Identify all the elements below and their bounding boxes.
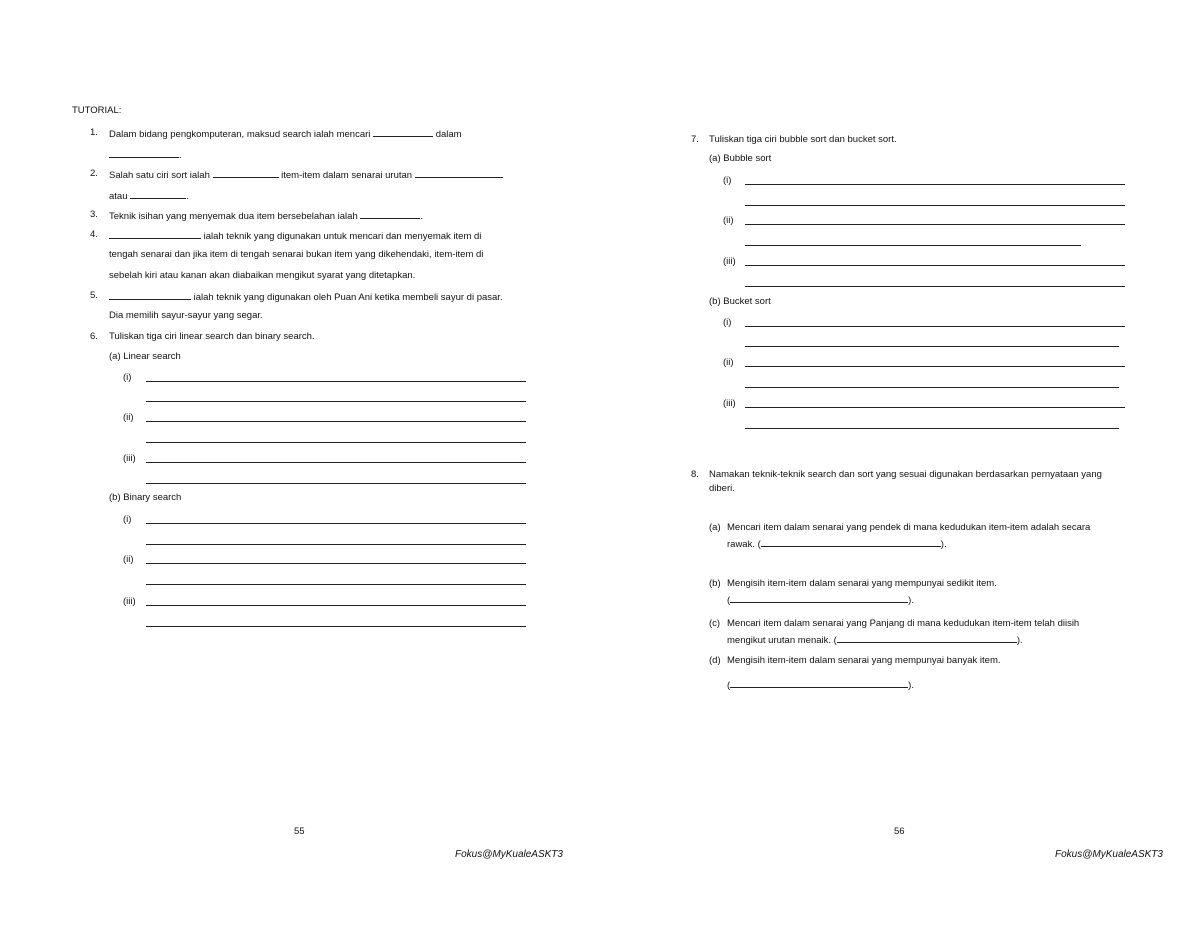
q7a-ii-answer-line-1[interactable] [745, 224, 1125, 225]
page-number-55: 55 [294, 826, 305, 837]
q6a-i-answer-line-2[interactable] [146, 401, 526, 402]
q1-text-b: dalam [435, 129, 462, 140]
q7a-iii-answer-line-1[interactable] [745, 265, 1125, 266]
q2-line2 [109, 189, 189, 203]
q7b-i-answer-line-1[interactable] [745, 326, 1125, 327]
q6b-ii-answer-line-1[interactable] [146, 563, 526, 564]
q7a-item-iii: (iii) [723, 256, 736, 267]
q7a-item-ii: (ii) [723, 215, 734, 226]
q4-blank-1[interactable] [109, 229, 201, 239]
q4-line2: tengah senarai dan jika item di tengah senarai bukan item yang dikehendaki, item-item di [109, 249, 484, 260]
q8c-answer-blank[interactable] [837, 633, 1017, 643]
q7b-iii-answer-line-1[interactable] [745, 407, 1125, 408]
q1-line2 [109, 148, 182, 162]
q7b-i-answer-line-2[interactable] [745, 346, 1119, 347]
q8d-label: (d) [709, 655, 721, 666]
q1-text-c: . [179, 150, 182, 161]
q6a-item-ii: (ii) [123, 412, 134, 423]
right-page [600, 0, 1200, 927]
q8c-label: (c) [709, 618, 721, 629]
q2-text-d: . [186, 191, 189, 202]
q2-text-c: atau [109, 191, 128, 202]
q8c-text: mengikut urutan menaik. ( [727, 635, 837, 646]
q4-number: 4. [90, 229, 98, 240]
q8b-answer-blank[interactable] [730, 593, 908, 603]
q7b-iii-answer-line-2[interactable] [745, 428, 1119, 429]
q8d-end: ). [908, 680, 914, 691]
q5-line1 [109, 290, 503, 304]
q6a-i-answer-line-1[interactable] [146, 381, 526, 382]
q1-blank-2[interactable] [109, 148, 179, 158]
q6a-item-i: (i) [123, 372, 132, 383]
q8-line1: Namakan teknik-teknik search dan sort yang sesuai digunakan berdasarkan pernyataan yang [709, 469, 1102, 480]
q3-number: 3. [90, 209, 98, 220]
q3-text-b: . [420, 211, 424, 222]
q2-blank-2[interactable] [415, 168, 503, 178]
q2-text-b: item-item dalam senarai urutan [281, 170, 413, 181]
q8d-open: ( [727, 680, 731, 691]
q6a-ii-answer-line-1[interactable] [146, 421, 526, 422]
q8b-end: ). [908, 595, 914, 606]
q5-line2: Dia memilih sayur-sayur yang segar. [109, 310, 263, 321]
q8a-label: (a) [709, 522, 721, 533]
q2-line1 [109, 168, 503, 182]
q8b-label: (b) [709, 578, 721, 589]
q1-text-a: Dalam bidang pengkomputeran, maksud search ialah mencari [109, 129, 371, 140]
q7-text: Tuliskan tiga ciri bubble sort dan bucket sort. [709, 134, 897, 145]
q4-line1 [109, 229, 481, 243]
q8c-line1: Mencari item dalam senarai yang Panjang di mana kedudukan item-item telah diisih [727, 618, 1080, 629]
q7a-i-answer-line-2[interactable] [745, 205, 1125, 206]
q8d-line1: Mengisih item-item dalam senarai yang mempunyai banyak item. [727, 655, 1001, 666]
page-number-56: 56 [894, 826, 905, 837]
q6-b-label: (b) Binary search [109, 492, 182, 503]
q8b-line1: Mengisih item-item dalam senarai yang mempunyai sedikit item. [727, 578, 997, 589]
q6b-item-ii: (ii) [123, 554, 134, 565]
q8a-answer-blank[interactable] [761, 537, 941, 547]
q7b-ii-answer-line-1[interactable] [745, 366, 1125, 367]
q6b-ii-answer-line-2[interactable] [146, 584, 526, 585]
q7-number: 7. [691, 134, 699, 145]
q8a-line2 [727, 537, 947, 551]
q7b-item-i: (i) [723, 317, 732, 328]
q7b-item-iii: (iii) [723, 398, 736, 409]
q3-text-a: Teknik isihan yang menyemak dua item bersebelahan ialah [109, 211, 358, 222]
q2-blank-1[interactable] [213, 168, 279, 178]
q6-number: 6. [90, 331, 98, 342]
q7a-item-i: (i) [723, 175, 732, 186]
q6b-item-iii: (iii) [123, 596, 136, 607]
q2-number: 2. [90, 168, 98, 179]
q3-line1 [109, 209, 423, 223]
q8a-line1: Mencari item dalam senarai yang pendek di mana kedudukan item-item adalah secara [727, 522, 1091, 533]
q6a-iii-answer-line-2[interactable] [146, 483, 526, 484]
q2-text-a: Salah satu ciri sort ialah [109, 170, 210, 181]
q6b-i-answer-line-1[interactable] [146, 523, 526, 524]
q4-text-a: ialah teknik yang digunakan untuk mencari dan menyemak item di [203, 231, 482, 242]
q4-line3: sebelah kiri atau kanan akan diabaikan mengikut syarat yang ditetapkan. [109, 270, 416, 281]
q6a-ii-answer-line-2[interactable] [146, 442, 526, 443]
q2-blank-3[interactable] [130, 189, 186, 199]
q7-b-label: (b) Bucket sort [709, 296, 771, 307]
q7-a-label: (a) Bubble sort [709, 153, 772, 164]
q1-line1 [109, 127, 462, 141]
q8b-line2 [727, 593, 914, 607]
q8d-line2 [727, 678, 914, 692]
q8d-answer-blank[interactable] [730, 678, 908, 688]
q3-blank-1[interactable] [360, 209, 420, 219]
q7a-ii-answer-line-2[interactable] [745, 245, 1081, 246]
q6a-iii-answer-line-1[interactable] [146, 462, 526, 463]
q1-number: 1. [90, 127, 98, 138]
q8c-end: ). [1016, 635, 1023, 646]
q5-blank-1[interactable] [109, 290, 191, 300]
tutorial-heading: TUTORIAL: [72, 105, 122, 116]
footer-right: Fokus@MyKualeASKT3 [1055, 849, 1163, 860]
q8c-line2 [727, 633, 1023, 647]
q7b-ii-answer-line-2[interactable] [745, 387, 1119, 388]
q8-line2: diberi. [709, 483, 735, 494]
q8a-end: ). [940, 539, 947, 550]
q6b-iii-answer-line-2[interactable] [146, 626, 526, 627]
q8a-text: rawak. ( [727, 539, 761, 550]
q5-number: 5. [90, 290, 98, 301]
q6b-item-i: (i) [123, 514, 132, 525]
q5-text-a: ialah teknik yang digunakan oleh Puan Ani ketika membeli sayur di pasar. [193, 292, 503, 303]
q7a-iii-answer-line-2[interactable] [745, 286, 1125, 287]
q6b-iii-answer-line-1[interactable] [146, 605, 526, 606]
q6a-item-iii: (iii) [123, 453, 136, 464]
q1-blank-1[interactable] [373, 127, 433, 137]
q6-text: Tuliskan tiga ciri linear search dan binary search. [109, 331, 315, 342]
q7a-i-answer-line-1[interactable] [745, 184, 1125, 185]
footer-left: Fokus@MyKualeASKT3 [455, 849, 563, 860]
q8-number: 8. [691, 469, 699, 480]
q8b-open: ( [727, 595, 731, 606]
q6-a-label: (a) Linear search [109, 351, 181, 362]
q6b-i-answer-line-2[interactable] [146, 544, 526, 545]
q7b-item-ii: (ii) [723, 357, 734, 368]
